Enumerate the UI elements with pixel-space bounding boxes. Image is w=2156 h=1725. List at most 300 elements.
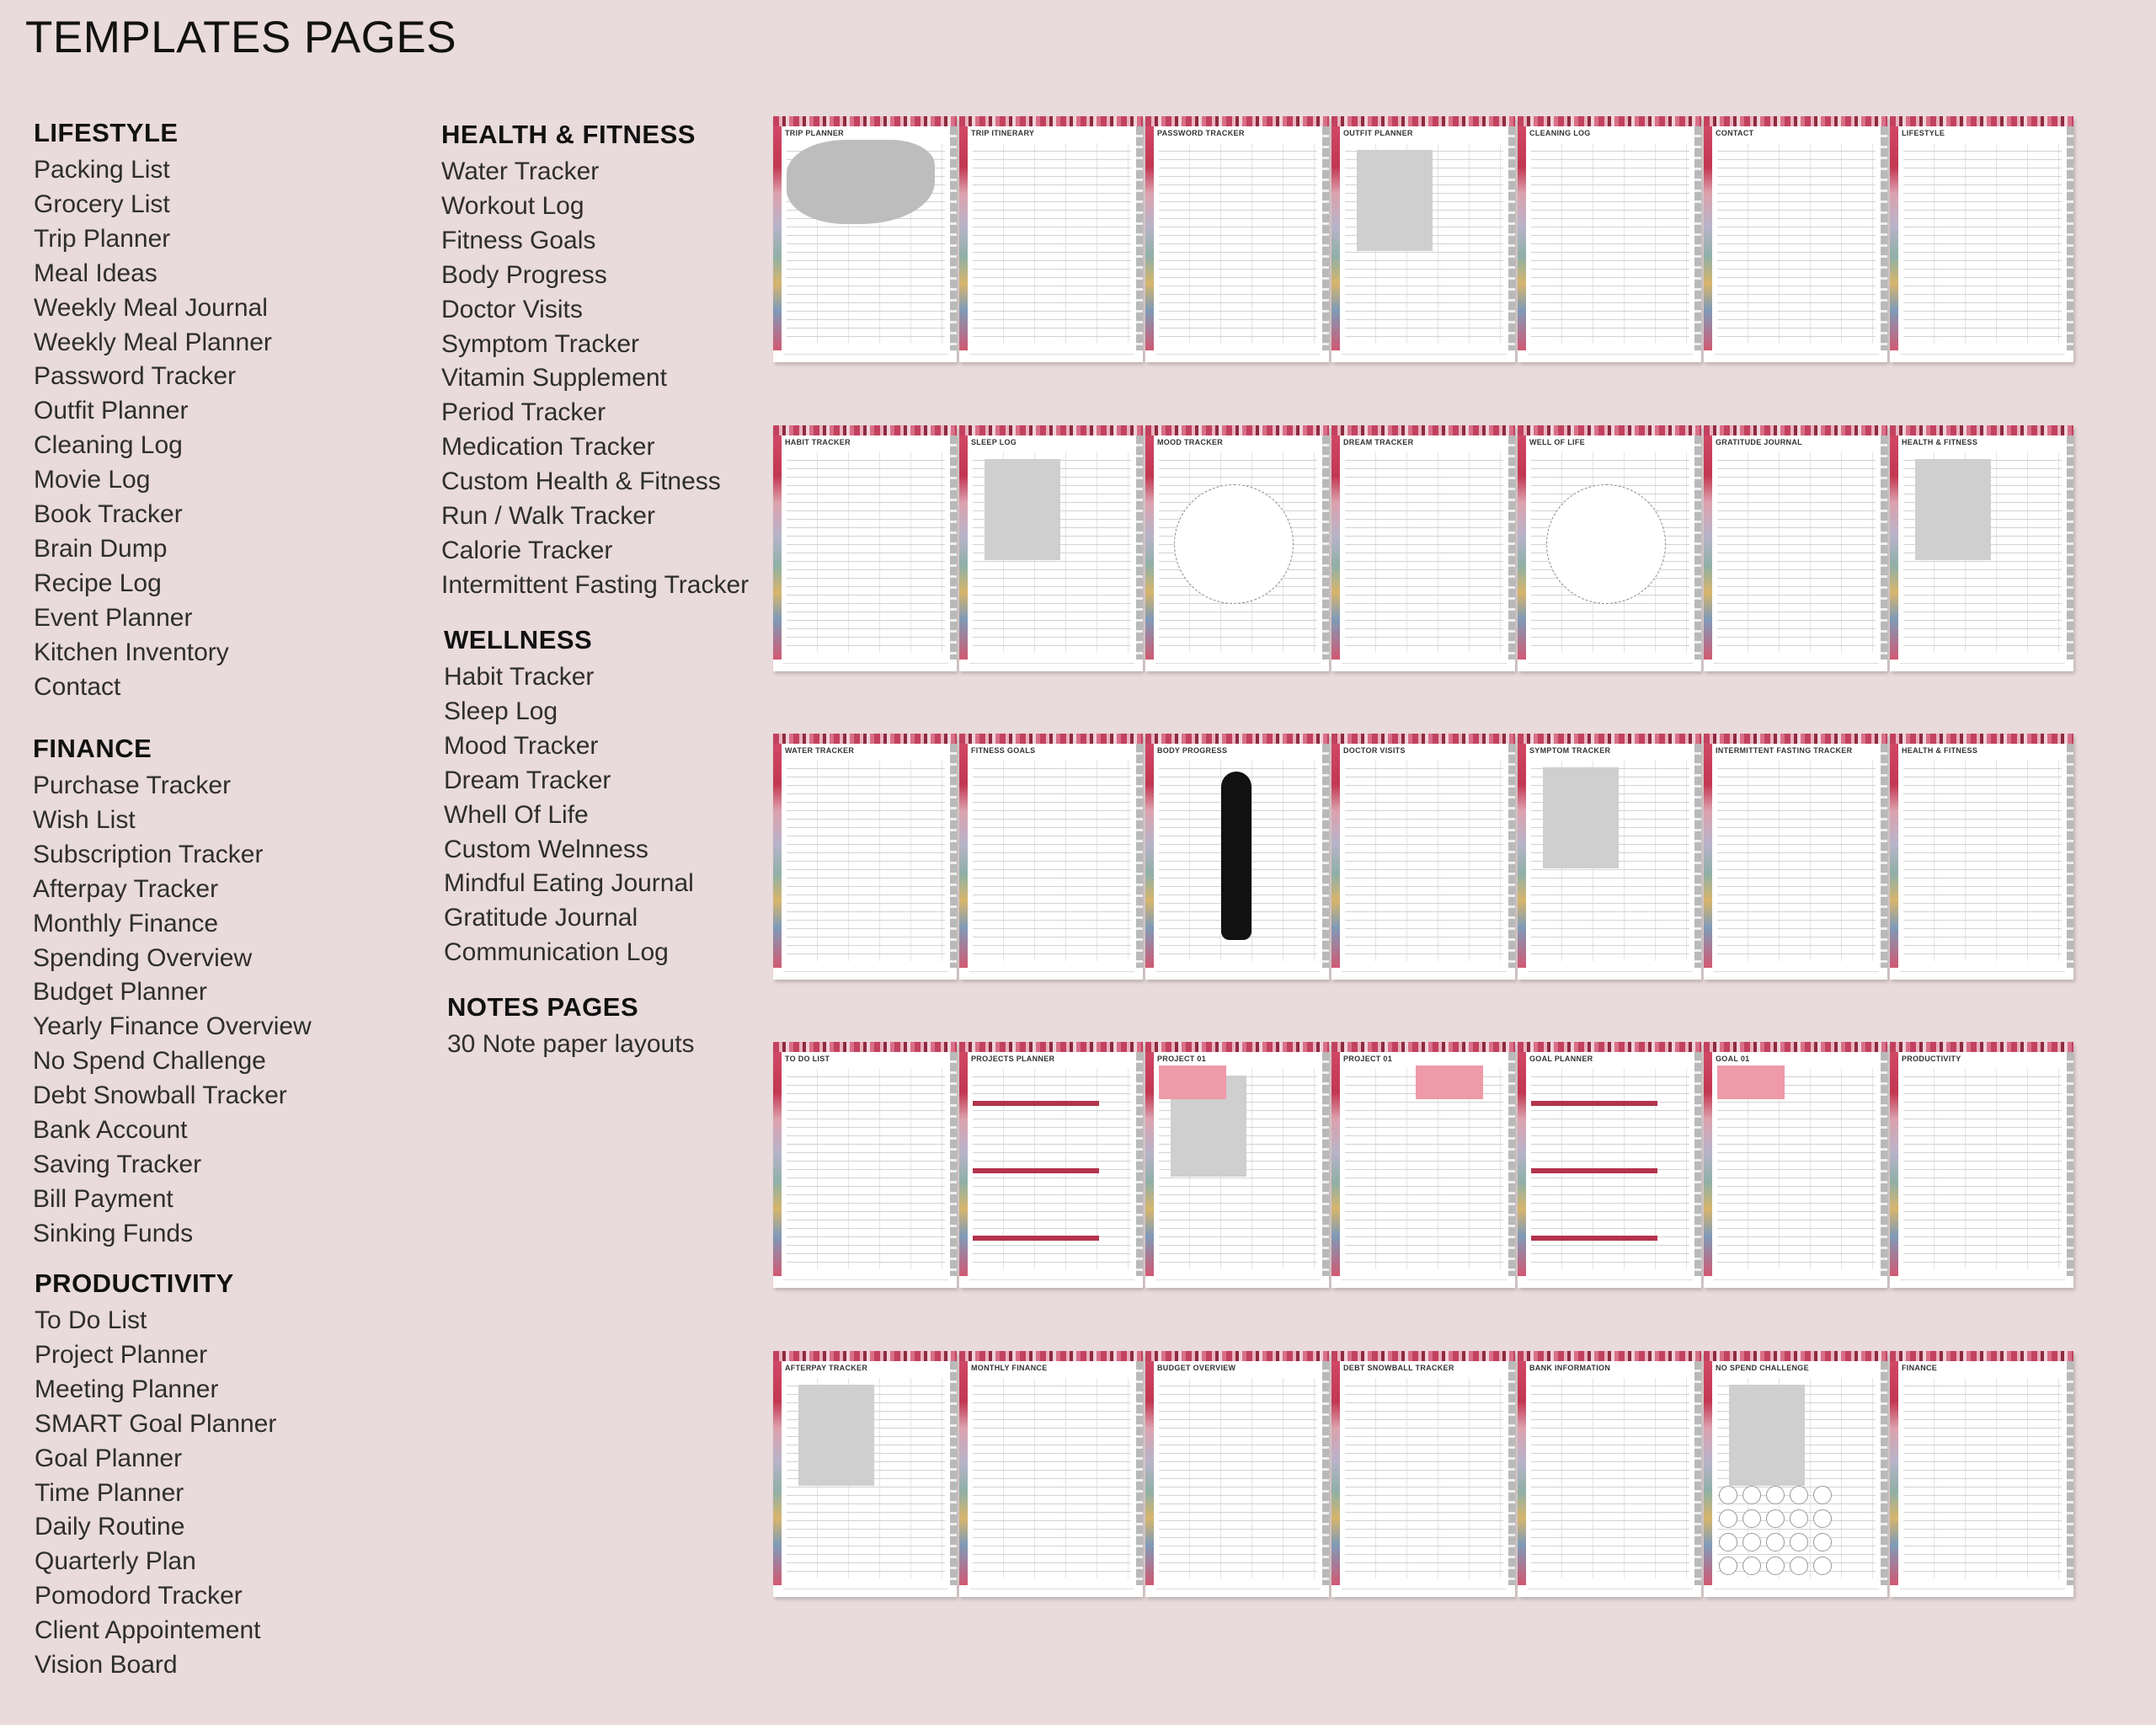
list-item: Vision Board [35, 1651, 178, 1680]
list-item: Fitness Goals [441, 226, 596, 254]
list-item: Body Progress [441, 260, 607, 289]
productivity-list [35, 1304, 276, 1683]
thumbnail-title: DREAM TRACKER [1343, 438, 1414, 446]
page-thumbnail[interactable] [1331, 734, 1515, 980]
side-tabs [1145, 126, 1154, 350]
list-item: Grocery List [34, 190, 170, 218]
page-thumbnail[interactable] [1704, 1042, 1887, 1288]
thumbnail-title: HEALTH & FITNESS [1902, 746, 1978, 755]
side-tabs [1331, 1052, 1340, 1276]
side-tabs [1704, 1361, 1712, 1585]
health-heading: HEALTH & FITNESS [441, 120, 696, 149]
page-thumbnail[interactable] [1145, 1351, 1329, 1597]
page-thumbnail[interactable] [773, 116, 957, 362]
tab-strip [773, 116, 957, 126]
side-tabs [1145, 744, 1154, 968]
list-item: Workout Log [441, 191, 584, 220]
tab-strip [1704, 734, 1887, 744]
page-thumbnail[interactable] [1890, 734, 2073, 980]
page-thumbnail[interactable] [773, 734, 957, 980]
thumbnail-title: INTERMITTENT FASTING TRACKER [1716, 746, 1853, 755]
month-tabs [1508, 1361, 1515, 1585]
ruled-lines [973, 143, 1131, 344]
notes-section [447, 992, 695, 1062]
thumbnail-title: CONTACT [1716, 129, 1754, 137]
ruled-lines [1903, 1378, 2062, 1578]
list-item: Goal Planner [35, 1444, 183, 1472]
tab-strip [1331, 116, 1515, 126]
list-item: Saving Tracker [33, 1150, 202, 1178]
month-tabs [1881, 1052, 1887, 1276]
thumbnail-row [773, 734, 2156, 980]
page-thumbnail[interactable] [1704, 1351, 1887, 1597]
side-tabs [959, 126, 968, 350]
list-item: Quarterly Plan [35, 1547, 196, 1576]
list-item: Mood Tracker [444, 731, 599, 760]
ruled-lines [1717, 452, 1876, 653]
ruled-lines [1531, 1378, 1689, 1578]
thumbnail-title: LIFESTYLE [1902, 129, 1945, 137]
month-tabs [1322, 1052, 1329, 1276]
ruled-lines [787, 761, 945, 961]
page-footer [1342, 1589, 1507, 1594]
thumbnail-title: WELL OF LIFE [1529, 438, 1585, 446]
ruled-lines [973, 761, 1131, 961]
side-tabs [1145, 1361, 1154, 1585]
page-thumbnail[interactable] [1145, 116, 1329, 362]
month-tabs [2067, 744, 2073, 968]
side-tabs [1331, 435, 1340, 660]
ruled-lines [1159, 1378, 1317, 1578]
list-item: Book Tracker [34, 500, 183, 529]
page-footer [1155, 1589, 1321, 1594]
list-item: Weekly Meal Journal [34, 293, 268, 322]
month-tabs [1694, 744, 1701, 968]
month-tabs [1136, 435, 1143, 660]
tab-strip [1518, 116, 1701, 126]
challenge-circle [1719, 1509, 1737, 1528]
tab-strip [1890, 734, 2073, 744]
challenge-circle [1742, 1486, 1761, 1504]
ruled-lines [1903, 143, 2062, 344]
page-thumbnail[interactable] [1704, 734, 1887, 980]
challenge-circle [1719, 1486, 1737, 1504]
thumbnail-row [773, 1042, 2156, 1288]
list-item: Run / Walk Tracker [441, 502, 655, 531]
section-bar [973, 1236, 1099, 1241]
thumbnail-title: PROJECTS PLANNER [971, 1055, 1055, 1063]
side-tabs [959, 744, 968, 968]
thumbnail-title: MOOD TRACKER [1157, 438, 1224, 446]
side-tabs [1518, 435, 1526, 660]
page-footer [1528, 354, 1693, 360]
list-item: Vitamin Supplement [441, 364, 667, 393]
page-thumbnail[interactable] [1331, 1042, 1515, 1288]
page-thumbnail[interactable] [1518, 734, 1701, 980]
side-tabs [1890, 435, 1898, 660]
list-item: Gratitude Journal [444, 904, 638, 932]
tab-strip [959, 1351, 1143, 1361]
page-footer [1714, 663, 1879, 669]
page-footer [1342, 1279, 1507, 1285]
side-tabs [1890, 1052, 1898, 1276]
thumbnail-title: GRATITUDE JOURNAL [1716, 438, 1802, 446]
ruled-lines [1345, 761, 1503, 961]
thumbnail-title: BANK INFORMATION [1529, 1364, 1611, 1372]
side-tabs [773, 744, 782, 968]
page-thumbnail[interactable] [1518, 425, 1701, 671]
page-footer [1714, 971, 1879, 977]
image-placeholder [1357, 150, 1433, 251]
list-item: Whell Of Life [444, 800, 589, 829]
page-thumbnail[interactable] [1145, 1042, 1329, 1288]
tab-strip [1145, 1042, 1329, 1052]
tab-strip [1145, 734, 1329, 744]
side-tabs [959, 435, 968, 660]
tab-strip [773, 1042, 957, 1052]
side-tabs [1890, 1361, 1898, 1585]
list-item: Subscription Tracker [33, 840, 264, 868]
ruled-lines [1903, 1069, 2062, 1269]
challenge-circle [1790, 1557, 1808, 1575]
thumbnail-title: SYMPTOM TRACKER [1529, 746, 1611, 755]
page-thumbnail[interactable] [1145, 734, 1329, 980]
ruled-lines [973, 1378, 1131, 1578]
image-placeholder [1729, 1385, 1805, 1486]
page-footer [1900, 1589, 2065, 1594]
page-footer [783, 663, 948, 669]
month-tabs [1136, 1052, 1143, 1276]
month-tabs [1322, 126, 1329, 350]
ruled-lines [787, 452, 945, 653]
thumbnail-title: TRIP PLANNER [785, 129, 844, 137]
thumbnail-title: HEALTH & FITNESS [1902, 438, 1978, 446]
list-item: Movie Log [34, 466, 151, 494]
thumbnail-title: AFTERPAY TRACKER [785, 1364, 868, 1372]
list-item: No Spend Challenge [33, 1047, 266, 1076]
thumbnail-title: BODY PROGRESS [1157, 746, 1228, 755]
ruled-lines [1717, 143, 1876, 344]
list-item: Brain Dump [34, 534, 168, 563]
highlight-block [1717, 1065, 1785, 1099]
month-tabs [1694, 435, 1701, 660]
month-tabs [1322, 435, 1329, 660]
list-item: Daily Routine [35, 1513, 185, 1541]
side-tabs [1704, 744, 1712, 968]
page-thumbnail[interactable] [1704, 116, 1887, 362]
list-item: Symptom Tracker [441, 329, 640, 358]
side-tabs [1145, 435, 1154, 660]
list-item: Yearly Finance Overview [33, 1012, 312, 1041]
page-footer [1155, 663, 1321, 669]
tab-strip [773, 1351, 957, 1361]
month-tabs [2067, 435, 2073, 660]
list-item: Spending Overview [33, 943, 253, 972]
page-footer [1900, 354, 2065, 360]
month-tabs [1881, 1361, 1887, 1585]
side-tabs [959, 1052, 968, 1276]
side-tabs [1518, 1361, 1526, 1585]
list-item: Dream Tracker [444, 766, 611, 794]
ruled-lines [1531, 143, 1689, 344]
page-footer [1528, 971, 1693, 977]
thumbnail-title: PASSWORD TRACKER [1157, 129, 1245, 137]
tab-strip [1331, 734, 1515, 744]
thumbnail-title: GOAL PLANNER [1529, 1055, 1593, 1063]
side-tabs [773, 126, 782, 350]
list-item: Recipe Log [34, 569, 162, 597]
list-item: Kitchen Inventory [34, 638, 229, 666]
page-thumbnail[interactable] [1518, 1042, 1701, 1288]
thumbnail-title: BUDGET OVERVIEW [1157, 1364, 1236, 1372]
tab-strip [1704, 1351, 1887, 1361]
finance-heading: FINANCE [33, 734, 152, 763]
image-placeholder [1543, 767, 1619, 868]
tab-strip [1890, 1351, 2073, 1361]
health-section [441, 120, 749, 603]
side-tabs [773, 1361, 782, 1585]
page-footer [1528, 1279, 1693, 1285]
list-item: Doctor Visits [441, 295, 583, 323]
month-tabs [1322, 744, 1329, 968]
list-item: Period Tracker [441, 398, 606, 427]
page-thumbnail[interactable] [773, 1042, 957, 1288]
tab-strip [959, 734, 1143, 744]
lifestyle-section [34, 118, 272, 705]
list-item: Monthly Finance [33, 909, 219, 937]
page-title: TEMPLATES PAGES [25, 13, 457, 62]
page-footer [783, 971, 948, 977]
tab-strip [1890, 1042, 2073, 1052]
list-item: Trip Planner [34, 224, 171, 253]
month-tabs [1694, 1361, 1701, 1585]
thumbnail-title: PROJECT 01 [1157, 1055, 1207, 1063]
thumbnail-title: DOCTOR VISITS [1343, 746, 1406, 755]
side-tabs [1518, 1052, 1526, 1276]
ruled-lines [1903, 761, 2062, 961]
challenge-circle [1790, 1486, 1808, 1504]
list-item: SMART Goal Planner [35, 1409, 277, 1438]
image-placeholder [985, 459, 1060, 560]
page-footer [969, 1279, 1134, 1285]
thumbnail-title: FITNESS GOALS [971, 746, 1036, 755]
page-thumbnail[interactable] [959, 1351, 1143, 1597]
thumbnail-title: DEBT SNOWBALL TRACKER [1343, 1364, 1454, 1372]
ruled-lines [787, 1069, 945, 1269]
page-thumbnail[interactable] [1890, 116, 2073, 362]
thumbnail-row [773, 1351, 2156, 1597]
page-thumbnail[interactable] [1518, 116, 1701, 362]
image-placeholder [798, 1385, 874, 1486]
list-item: 30 Note paper layouts [447, 1030, 695, 1058]
side-tabs [1704, 435, 1712, 660]
section-bar [973, 1101, 1099, 1106]
list-item: Debt Snowball Tracker [33, 1081, 287, 1110]
page-thumbnail[interactable] [1890, 1351, 2073, 1597]
month-tabs [1694, 126, 1701, 350]
section-bar [1531, 1236, 1657, 1241]
tab-strip [1890, 425, 2073, 435]
page-footer [1528, 663, 1693, 669]
page-footer [1714, 1589, 1879, 1594]
list-item: Time Planner [35, 1478, 184, 1507]
list-item: Wish List [33, 805, 136, 834]
tab-strip [1704, 116, 1887, 126]
list-item: Purchase Tracker [33, 772, 232, 799]
ruled-lines [1345, 1378, 1503, 1578]
tab-strip [959, 116, 1143, 126]
month-tabs [1881, 435, 1887, 660]
thumbnail-title: CLEANING LOG [1529, 129, 1591, 137]
page-thumbnail[interactable] [1704, 425, 1887, 671]
page-footer [969, 971, 1134, 977]
page-footer [1714, 354, 1879, 360]
page-footer [1900, 971, 2065, 977]
page-thumbnail[interactable] [773, 1351, 957, 1597]
page-footer [1155, 971, 1321, 977]
tab-strip [1145, 1351, 1329, 1361]
thumbnail-title: MONTHLY FINANCE [971, 1364, 1048, 1372]
tab-strip [1704, 425, 1887, 435]
side-tabs [1331, 1361, 1340, 1585]
list-item: Mindful Eating Journal [444, 869, 694, 898]
month-tabs [1508, 126, 1515, 350]
page-thumbnail[interactable] [959, 1042, 1143, 1288]
challenge-circle [1813, 1557, 1832, 1575]
tab-strip [1890, 116, 2073, 126]
page-footer [969, 1589, 1134, 1594]
month-tabs [2067, 1361, 2073, 1585]
list-item: Pomodord Tracker [35, 1582, 243, 1610]
month-tabs [1694, 1052, 1701, 1276]
list-item: Custom Health & Fitness [441, 467, 721, 496]
world-map-icon [787, 140, 935, 224]
page-footer [1714, 1279, 1879, 1285]
thumbnail-title: PROJECT 01 [1343, 1055, 1393, 1063]
productivity-heading: PRODUCTIVITY [35, 1268, 234, 1298]
body-silhouette-icon [1221, 772, 1251, 940]
page-thumbnail[interactable] [1331, 1351, 1515, 1597]
tab-strip [959, 1042, 1143, 1052]
month-tabs [950, 744, 957, 968]
list-item: Meal Ideas [34, 259, 157, 287]
wheel-icon [1546, 484, 1666, 604]
tab-strip [1331, 425, 1515, 435]
list-item: Custom Welnness [444, 835, 648, 863]
list-item: Bank Account [33, 1116, 188, 1145]
page-thumbnail[interactable] [1145, 425, 1329, 671]
challenge-circle [1742, 1509, 1761, 1528]
month-tabs [1136, 744, 1143, 968]
finance-list [33, 769, 312, 1252]
lifestyle-list [34, 153, 272, 705]
month-tabs [1508, 744, 1515, 968]
challenge-circle [1719, 1557, 1737, 1575]
month-tabs [950, 1361, 957, 1585]
list-item: Project Planner [35, 1340, 208, 1369]
page-footer [1900, 1279, 2065, 1285]
list-item: To Do List [35, 1306, 147, 1334]
notes-heading: NOTES PAGES [447, 992, 639, 1022]
section-bar [973, 1168, 1099, 1173]
page-footer [969, 354, 1134, 360]
side-tabs [1518, 744, 1526, 968]
ruled-lines [1159, 143, 1317, 344]
ruled-lines [1717, 761, 1876, 961]
page-thumbnail[interactable] [773, 425, 957, 671]
page-footer [783, 1279, 948, 1285]
month-tabs [2067, 1052, 2073, 1276]
page-thumbnail[interactable] [959, 116, 1143, 362]
side-tabs [1704, 126, 1712, 350]
page-thumbnail[interactable] [1331, 116, 1515, 362]
list-item: Communication Log [444, 938, 669, 967]
page-footer [1155, 354, 1321, 360]
tab-strip [959, 425, 1143, 435]
wellness-section [444, 625, 694, 970]
thumbnail-row [773, 425, 2156, 671]
list-item: Outfit Planner [34, 397, 189, 425]
challenge-circle [1766, 1557, 1785, 1575]
page-footer [1528, 1589, 1693, 1594]
tab-strip [1518, 425, 1701, 435]
tab-strip [773, 734, 957, 744]
finance-section [33, 734, 312, 1252]
tab-strip [773, 425, 957, 435]
side-tabs [1518, 126, 1526, 350]
side-tabs [1890, 744, 1898, 968]
page-footer [1155, 1279, 1321, 1285]
productivity-section [35, 1268, 276, 1683]
list-item: Password Tracker [34, 362, 237, 391]
challenge-circle [1813, 1533, 1832, 1551]
list-item: Packing List [34, 156, 170, 184]
challenge-circle [1766, 1533, 1785, 1551]
health-list [441, 155, 749, 603]
page-thumbnail[interactable] [1890, 1042, 2073, 1288]
thumbnail-title: FINANCE [1902, 1364, 1938, 1372]
page-footer [783, 1589, 948, 1594]
side-tabs [959, 1361, 968, 1585]
list-item: Intermittent Fasting Tracker [441, 570, 750, 599]
page-thumbnail[interactable] [959, 734, 1143, 980]
page-thumbnail[interactable] [1890, 425, 2073, 671]
list-item: Sinking Funds [33, 1219, 194, 1247]
page-footer [1900, 663, 2065, 669]
side-tabs [773, 1052, 782, 1276]
list-item: Contact [34, 672, 121, 701]
challenge-circle [1790, 1509, 1808, 1528]
list-item: Weekly Meal Planner [34, 328, 272, 356]
tab-strip [1331, 1351, 1515, 1361]
side-tabs [1331, 126, 1340, 350]
highlight-block [1416, 1065, 1483, 1099]
wellness-list [444, 660, 694, 970]
list-item: Habit Tracker [444, 663, 595, 691]
tab-strip [1518, 1042, 1701, 1052]
list-item: Bill Payment [33, 1184, 173, 1213]
challenge-circle [1790, 1533, 1808, 1551]
side-tabs [1145, 1052, 1154, 1276]
image-placeholder [1915, 459, 1991, 560]
thumbnail-title: NO SPEND CHALLENGE [1716, 1364, 1809, 1372]
side-tabs [1331, 744, 1340, 968]
page-thumbnail[interactable] [1331, 425, 1515, 671]
month-tabs [950, 1052, 957, 1276]
page-thumbnail[interactable] [959, 425, 1143, 671]
challenge-circle [1742, 1533, 1761, 1551]
page-thumbnail[interactable] [1518, 1351, 1701, 1597]
